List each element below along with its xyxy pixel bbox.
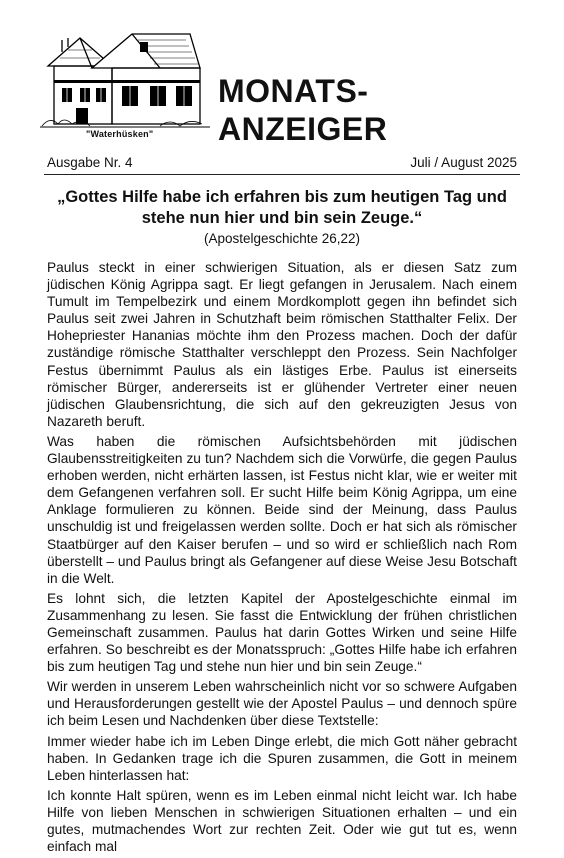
masthead-line-2: ANZEIGER [218, 111, 388, 147]
issue-date: Juli / August 2025 [410, 155, 517, 170]
article-body [47, 259, 517, 858]
verse-source: (Apostelgeschichte 26,22) [203, 231, 361, 246]
paragraph: Es lohnt sich, die letzten Kapitel der Apostelgeschichte einmal im Zusammenhang zu lesen. Sie fasst die Entwicklung der frühen christlichen Gemeinschaft zusammen. Paulus hat darin Gottes Wirken und seine Hilfe erfahren. So beschreibt es der Monatsspruch: „Gottes Hilfe habe ich erfahren bis zum heutigen Tag und stehe nun hier und bin sein Zeuge.“ [47, 590, 517, 675]
header-divider [44, 174, 520, 175]
logo-caption: "Waterhüsken" [86, 129, 154, 139]
masthead-title [218, 72, 387, 148]
paragraph: Ich konnte Halt spüren, wenn es im Leben einmal nicht leicht war. Ich habe Hilfe von lieben Menschen in schwierigen Situationen erhalten – und ein gutes, mutmachendes Wort zur rechten Zeit. Oder wie gut tut es, wenn einfach mal [47, 787, 517, 855]
masthead-line-1: MONATS- [218, 73, 369, 109]
paragraph: Was haben die römischen Aufsichtsbehörden mit jüdischen Glaubensstreitigkeiten zu tun? Nachdem sich die Vorwürfe, die gegen Paulus erhoben werden, nicht erhärten lassen, ist Festus nicht klar, wie er weiter mit dem Gefangenen verfahren soll. Er sucht Hilfe beim König Agrippa, um eine Anklage formulieren zu können. Beide sind der Meinung, dass Paulus unschuldig ist und freigelassen werden sollte. Doch er hat sich als römischer Staatbürger auf den Kaiser berufen – und so wird er schließlich nach Rom überstellt – und Paulus bringt als Gefangener auf diese Weise Jesu Botschaft in die Welt. [47, 433, 517, 586]
paragraph: Immer wieder habe ich im Leben Dinge erlebt, die mich Gott näher gebracht haben. In Gedanken trage ich die Spuren zusammen, die Gott in meinem Leben hinterlassen hat: [47, 733, 517, 783]
issue-number: Ausgabe Nr. 4 [47, 155, 133, 170]
monthly-verse-quote: „Gottes Hilfe habe ich erfahren bis zum heutigen Tag und stehe nun hier und bin sein Zeuge.“ [57, 188, 507, 227]
paragraph: Paulus steckt in einer schwierigen Situation, als er diesen Satz zum jüdischen König Agrippa sagt. Er liegt gefangen in Jerusalem. Nach einem Tumult im Tempelbezirk und einem Mordkomplott gegen ihn befindet sich Paulus seit zwei Jahren in Schutzhaft beim römischen Statthalter Felix. Der Hohepriester Hananias möchte ihm den Prozess machen. Doch der dafür zuständige römische Statthalter verschleppt den Prozess. Sein Nachfolger Festus übernimmt Paulus als ein lästiges Erbe. Paulus ist einerseits römischer Bürger, andererseits ist er glühender Vertreter einer neuen jüdischen Glaubensrichtung, die sich auf den gekreuzigten Jesus von Nazareth beruft. [47, 260, 517, 429]
newsletter-header [0, 0, 564, 150]
house-drawing-logo [40, 28, 210, 140]
paragraph: Wir werden in unserem Leben wahrscheinlich nicht vor so schwere Aufgaben und Herausforderungen gestellt wie der Apostel Paulus – und dennoch spüre ich beim Lesen und Nachdenken über diese Textstelle: [47, 679, 517, 729]
